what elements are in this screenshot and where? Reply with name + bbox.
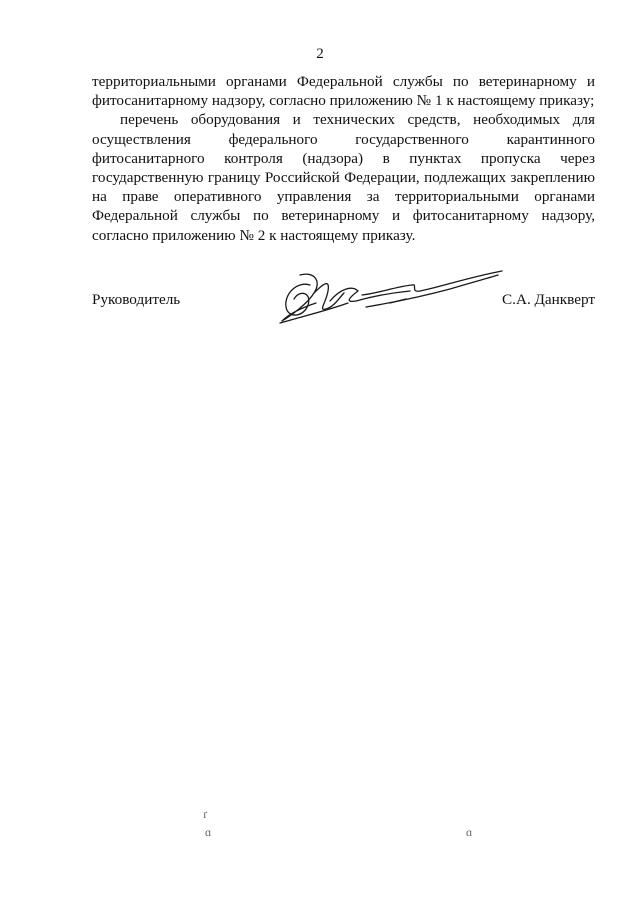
paragraph-equipment-list: перечень оборудования и технических средств, необходимых для осуществления федерального государственного карантинного фитосанитарного контроля (надзора) в пунктах пропуска через государственную границу Российской Федерации, подлежащих закреплению на праве оперативного управления за территориальными органами Федеральной службы по ветеринарному и фитосанитарному надзору, согласно приложению № 2 к настоящему приказу. xyxy=(92,111,595,244)
scan-artifact-mark: ґ xyxy=(203,807,208,821)
paragraph-continuation: территориальными органами Федеральной службы по ветеринарному и фитосанитарному надзору, согласно приложению № 1 к настоящему приказу; xyxy=(92,73,595,110)
handwritten-signature xyxy=(270,263,510,329)
signature-block xyxy=(92,263,595,333)
page-number: 2 xyxy=(316,46,324,62)
position-title: Руководитель xyxy=(92,291,181,308)
document-body xyxy=(92,72,595,245)
scan-artifact-mark: ɑ xyxy=(205,825,212,839)
signer-name: С.А. Данкверт xyxy=(502,291,595,308)
scan-artifact-mark: ɑ xyxy=(466,825,473,839)
